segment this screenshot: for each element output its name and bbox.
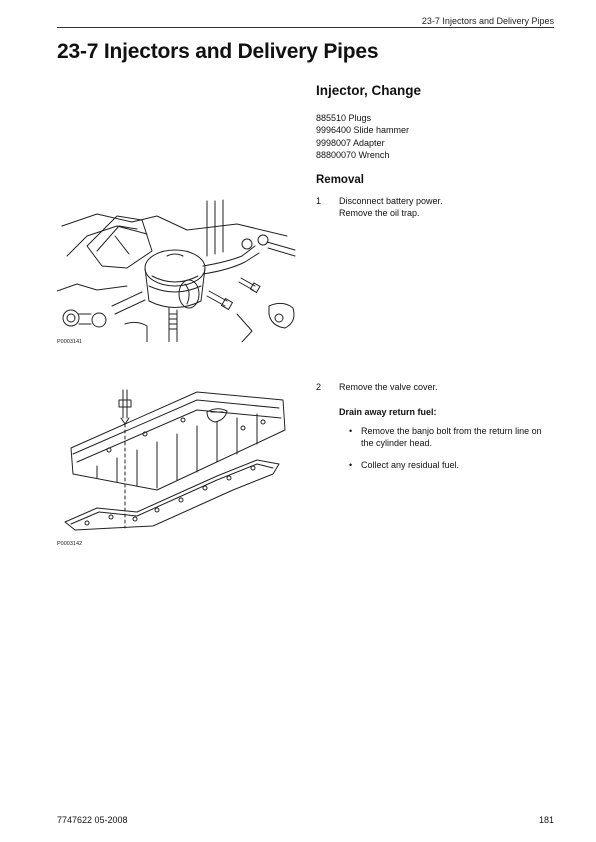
step-line: Disconnect battery power. [339, 196, 443, 206]
step-line: Remove the oil trap. [339, 208, 420, 219]
step-number: 1 [316, 196, 322, 206]
list-item [339, 459, 554, 471]
list-item [339, 425, 554, 449]
tool-item: 9998007 Adapter [316, 137, 385, 148]
header-rule [57, 27, 554, 28]
tool-item: 9996400 Slide hammer [316, 125, 410, 136]
step-2 [316, 381, 561, 395]
step-text [339, 381, 559, 393]
bullet-icon: • [349, 426, 353, 436]
list-item-text: Collect any residual fuel. [361, 460, 460, 471]
valve-cover-figure [57, 378, 289, 540]
running-head: 23-7 Injectors and Delivery Pipes [421, 16, 554, 26]
tool-item: 885510 Plugs [316, 113, 372, 123]
bullet-icon: • [349, 460, 353, 471]
section-title: Injector, Change [316, 83, 422, 98]
step-text [339, 195, 559, 219]
list-item-text: Remove the banjo bolt from the return line on the cylinder head. [361, 426, 542, 449]
figure-label: P0003141 [57, 339, 83, 345]
drain-bullet-list [339, 425, 554, 482]
tool-item: 88800070 Wrench [316, 150, 390, 161]
drain-heading: Drain away return fuel: [339, 407, 437, 417]
step-1 [316, 195, 561, 225]
tool-list [316, 112, 409, 162]
page-number: 181 [538, 815, 554, 825]
step-line: Remove the valve cover. [339, 382, 438, 392]
step-number: 2 [316, 382, 322, 392]
document-number: 7747622 05-2008 [57, 815, 128, 825]
figure-label: P0003142 [57, 541, 83, 547]
oil-trap-figure [57, 196, 297, 342]
removal-heading: Removal [316, 174, 364, 186]
chapter-title: 23-7 Injectors and Delivery Pipes [57, 40, 379, 63]
